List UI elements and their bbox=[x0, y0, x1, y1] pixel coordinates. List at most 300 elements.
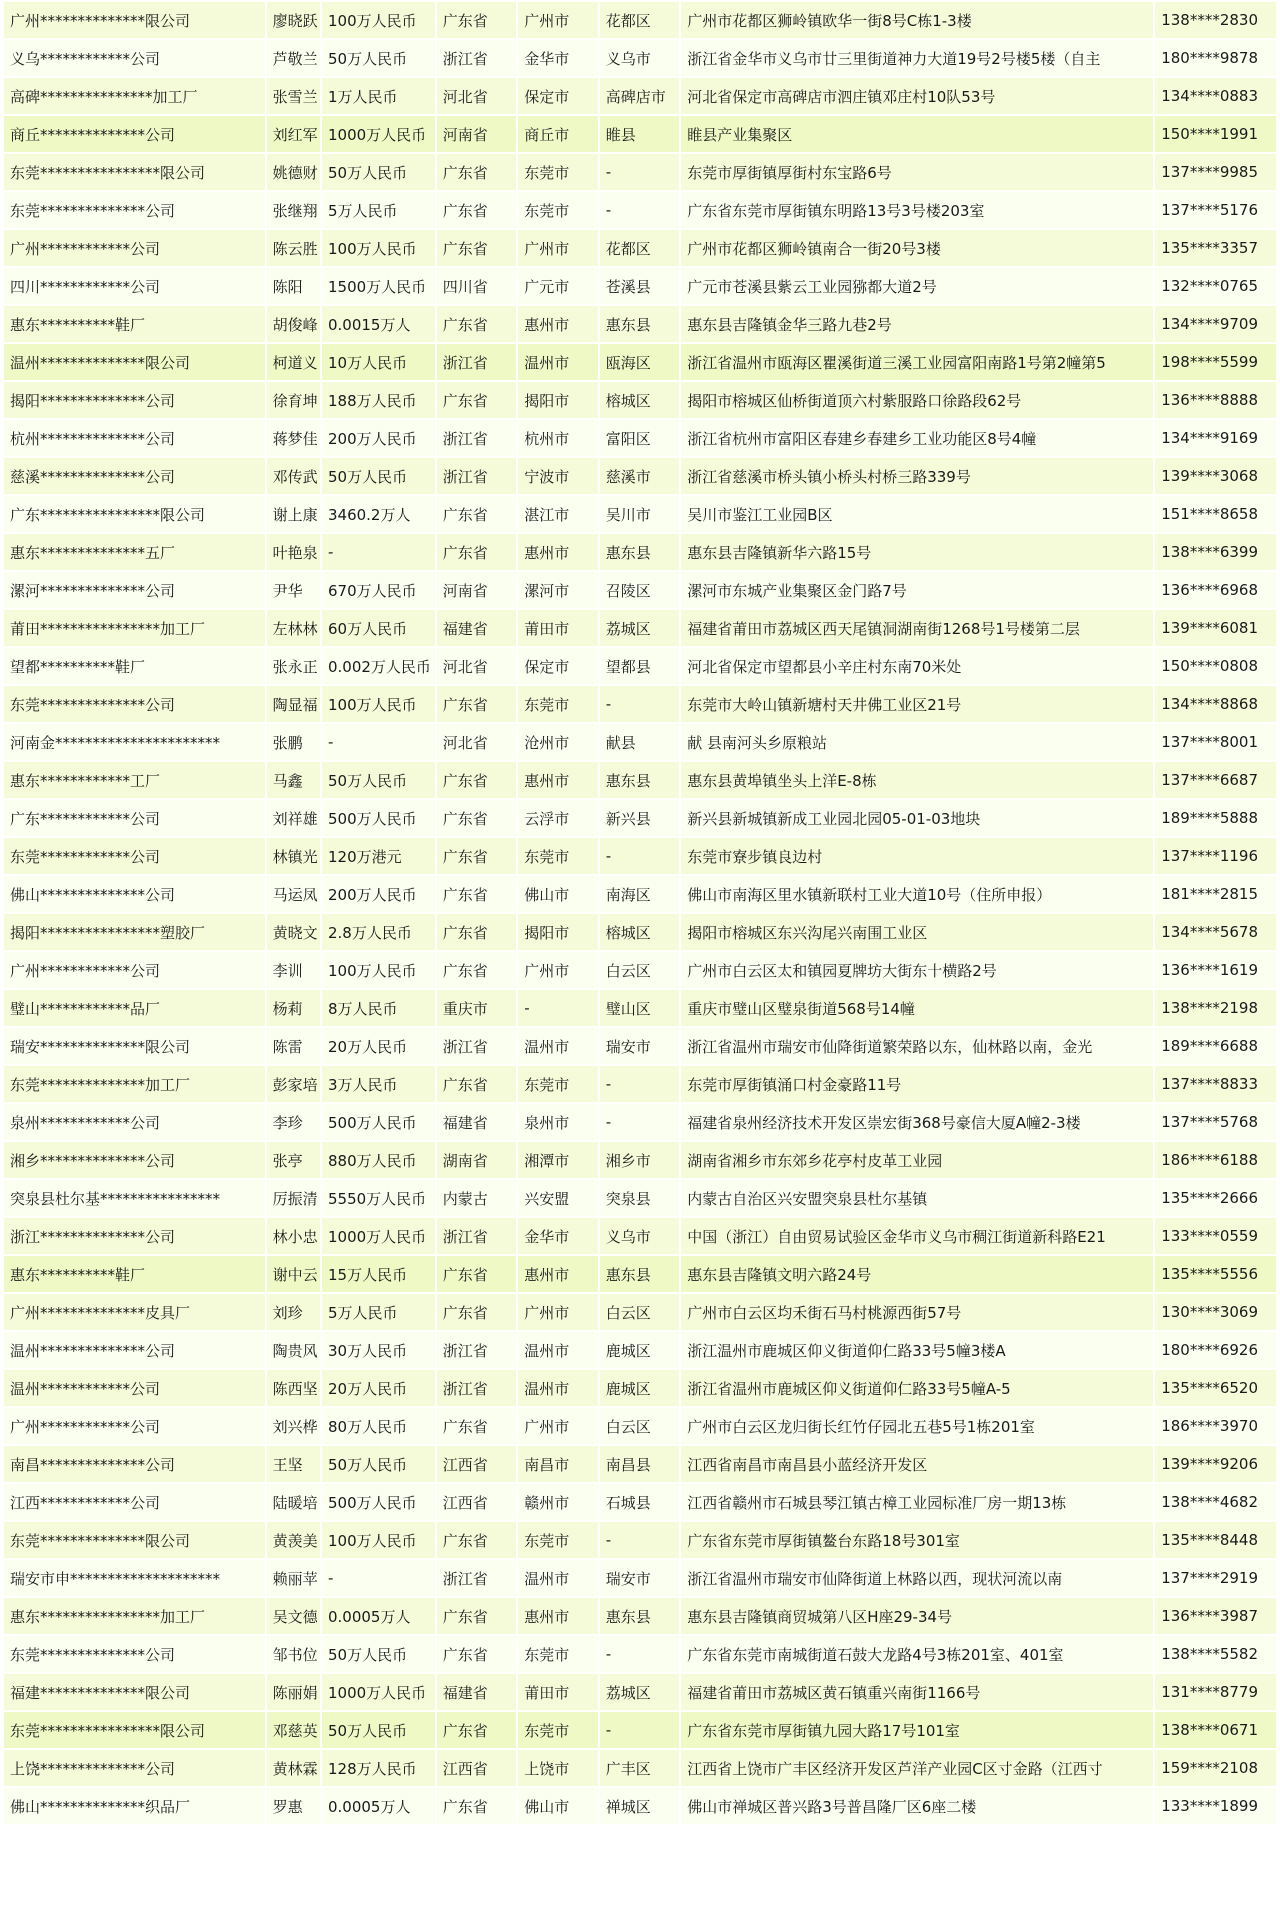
city-cell: 惠州市 bbox=[518, 1598, 598, 1634]
province-cell: 江西省 bbox=[437, 1750, 517, 1786]
district-cell: - bbox=[600, 154, 680, 190]
registered-capital-cell: 30万人民币 bbox=[322, 1332, 435, 1368]
registered-capital-cell: 5550万人民币 bbox=[322, 1180, 435, 1216]
registered-capital-cell: 100万人民币 bbox=[322, 2, 435, 38]
table-row bbox=[4, 686, 1276, 722]
table-row bbox=[4, 572, 1276, 608]
legal-person-cell: 刘红军 bbox=[267, 116, 320, 152]
city-cell: 杭州市 bbox=[518, 420, 598, 456]
phone-cell: 198****5599 bbox=[1155, 344, 1276, 380]
registered-capital-cell: 200万人民币 bbox=[322, 420, 435, 456]
address-cell: 东莞市寮步镇良边村 bbox=[681, 838, 1153, 874]
district-cell: 惠东县 bbox=[600, 1256, 680, 1292]
address-cell: 广东省东莞市厚街镇鳌台东路18号301室 bbox=[681, 1522, 1153, 1558]
phone-cell: 150****0808 bbox=[1155, 648, 1276, 684]
district-cell: 睢县 bbox=[600, 116, 680, 152]
company-name-cell: 河南金********************** bbox=[4, 724, 265, 760]
legal-person-cell: 廖晓跃 bbox=[267, 2, 320, 38]
address-cell: 广东省东莞市厚街镇东明路13号3号楼203室 bbox=[681, 192, 1153, 228]
city-cell: 广州市 bbox=[518, 1408, 598, 1444]
phone-cell: 137****8001 bbox=[1155, 724, 1276, 760]
phone-cell: 138****0671 bbox=[1155, 1712, 1276, 1748]
district-cell: 花都区 bbox=[600, 2, 680, 38]
phone-cell: 133****0559 bbox=[1155, 1218, 1276, 1254]
legal-person-cell: 陈云胜 bbox=[267, 230, 320, 266]
phone-cell: 137****9985 bbox=[1155, 154, 1276, 190]
legal-person-cell: 尹华 bbox=[267, 572, 320, 608]
phone-cell: 137****6687 bbox=[1155, 762, 1276, 798]
district-cell: 白云区 bbox=[600, 1408, 680, 1444]
legal-person-cell: 黄羡美 bbox=[267, 1522, 320, 1558]
phone-cell: 134****9169 bbox=[1155, 420, 1276, 456]
company-name-cell: 商丘**************公司 bbox=[4, 116, 265, 152]
district-cell: 高碑店市 bbox=[600, 78, 680, 114]
legal-person-cell: 刘兴桦 bbox=[267, 1408, 320, 1444]
phone-cell: 132****0765 bbox=[1155, 268, 1276, 304]
registered-capital-cell: 2.8万人民币 bbox=[322, 914, 435, 950]
table-row bbox=[4, 990, 1276, 1026]
province-cell: 浙江省 bbox=[437, 1560, 517, 1596]
registered-capital-cell: 50万人民币 bbox=[322, 40, 435, 76]
legal-person-cell: 陶贵风 bbox=[267, 1332, 320, 1368]
registered-capital-cell: 670万人民币 bbox=[322, 572, 435, 608]
legal-person-cell: 张永正 bbox=[267, 648, 320, 684]
registered-capital-cell: 5万人民币 bbox=[322, 1294, 435, 1330]
table-row bbox=[4, 1256, 1276, 1292]
phone-cell: 189****6688 bbox=[1155, 1028, 1276, 1064]
legal-person-cell: 林小忠 bbox=[267, 1218, 320, 1254]
address-cell: 东莞市厚街镇厚街村东宝路6号 bbox=[681, 154, 1153, 190]
district-cell: - bbox=[600, 192, 680, 228]
company-table bbox=[2, 0, 1278, 1826]
district-cell: 惠东县 bbox=[600, 534, 680, 570]
company-name-cell: 佛山**************公司 bbox=[4, 876, 265, 912]
company-name-cell: 高碑***************加工厂 bbox=[4, 78, 265, 114]
table-row bbox=[4, 78, 1276, 114]
district-cell: 苍溪县 bbox=[600, 268, 680, 304]
district-cell: 惠东县 bbox=[600, 762, 680, 798]
table-row bbox=[4, 1104, 1276, 1140]
city-cell: 金华市 bbox=[518, 40, 598, 76]
company-name-cell: 浙江**************公司 bbox=[4, 1218, 265, 1254]
address-cell: 福建省莆田市荔城区黄石镇重兴南街1166号 bbox=[681, 1674, 1153, 1710]
legal-person-cell: 邹书位 bbox=[267, 1636, 320, 1672]
city-cell: 广州市 bbox=[518, 952, 598, 988]
address-cell: 江西省上饶市广丰区经济开发区芦洋产业园C区寸金路（江西寸 bbox=[681, 1750, 1153, 1786]
district-cell: - bbox=[600, 1636, 680, 1672]
legal-person-cell: 张雪兰 bbox=[267, 78, 320, 114]
table-row bbox=[4, 1408, 1276, 1444]
address-cell: 浙江省温州市瑞安市仙降街道繁荣路以东，仙林路以南，金光 bbox=[681, 1028, 1153, 1064]
address-cell: 漯河市东城产业集聚区金门路7号 bbox=[681, 572, 1153, 608]
table-row bbox=[4, 382, 1276, 418]
table-row bbox=[4, 838, 1276, 874]
phone-cell: 134****8868 bbox=[1155, 686, 1276, 722]
company-name-cell: 湘乡**************公司 bbox=[4, 1142, 265, 1178]
registered-capital-cell: 500万人民币 bbox=[322, 1104, 435, 1140]
legal-person-cell: 罗惠 bbox=[267, 1788, 320, 1824]
phone-cell: 137****2919 bbox=[1155, 1560, 1276, 1596]
city-cell: 广州市 bbox=[518, 2, 598, 38]
company-name-cell: 揭阳****************塑胶厂 bbox=[4, 914, 265, 950]
phone-cell: 181****2815 bbox=[1155, 876, 1276, 912]
legal-person-cell: 刘祥雄 bbox=[267, 800, 320, 836]
province-cell: 广东省 bbox=[437, 762, 517, 798]
city-cell: 温州市 bbox=[518, 1332, 598, 1368]
company-name-cell: 温州**************限公司 bbox=[4, 344, 265, 380]
registered-capital-cell: 500万人民币 bbox=[322, 800, 435, 836]
legal-person-cell: 陈阳 bbox=[267, 268, 320, 304]
address-cell: 惠东县吉隆镇商贸城第八区H座29-34号 bbox=[681, 1598, 1153, 1634]
phone-cell: 134****0883 bbox=[1155, 78, 1276, 114]
company-name-cell: 江西************公司 bbox=[4, 1484, 265, 1520]
phone-cell: 180****9878 bbox=[1155, 40, 1276, 76]
province-cell: 广东省 bbox=[437, 952, 517, 988]
registered-capital-cell: - bbox=[322, 1560, 435, 1596]
district-cell: 召陵区 bbox=[600, 572, 680, 608]
district-cell: 新兴县 bbox=[600, 800, 680, 836]
city-cell: 东莞市 bbox=[518, 1066, 598, 1102]
city-cell: 惠州市 bbox=[518, 306, 598, 342]
registered-capital-cell: 100万人民币 bbox=[322, 1522, 435, 1558]
company-name-cell: 广州**************皮具厂 bbox=[4, 1294, 265, 1330]
company-name-cell: 望都**********鞋厂 bbox=[4, 648, 265, 684]
company-name-cell: 广东****************限公司 bbox=[4, 496, 265, 532]
district-cell: 南昌县 bbox=[600, 1446, 680, 1482]
province-cell: 广东省 bbox=[437, 496, 517, 532]
table-row bbox=[4, 1484, 1276, 1520]
city-cell: 南昌市 bbox=[518, 1446, 598, 1482]
address-cell: 广东省东莞市厚街镇九园大路17号101室 bbox=[681, 1712, 1153, 1748]
province-cell: 广东省 bbox=[437, 686, 517, 722]
table-row bbox=[4, 1560, 1276, 1596]
province-cell: 广东省 bbox=[437, 1712, 517, 1748]
district-cell: 吴川市 bbox=[600, 496, 680, 532]
registered-capital-cell: 20万人民币 bbox=[322, 1370, 435, 1406]
city-cell: 惠州市 bbox=[518, 1256, 598, 1292]
phone-cell: 151****8658 bbox=[1155, 496, 1276, 532]
registered-capital-cell: 1000万人民币 bbox=[322, 116, 435, 152]
table-row bbox=[4, 800, 1276, 836]
phone-cell: 137****5768 bbox=[1155, 1104, 1276, 1140]
table-row bbox=[4, 2, 1276, 38]
phone-cell: 136****3987 bbox=[1155, 1598, 1276, 1634]
legal-person-cell: 李训 bbox=[267, 952, 320, 988]
table-row bbox=[4, 420, 1276, 456]
district-cell: 鹿城区 bbox=[600, 1332, 680, 1368]
city-cell: 温州市 bbox=[518, 1028, 598, 1064]
address-cell: 佛山市南海区里水镇新联村工业大道10号（住所申报） bbox=[681, 876, 1153, 912]
table-row bbox=[4, 1066, 1276, 1102]
city-cell: 温州市 bbox=[518, 1370, 598, 1406]
address-cell: 浙江省金华市义乌市廿三里街道神力大道19号2号楼5楼（自主 bbox=[681, 40, 1153, 76]
address-cell: 浙江省温州市鹿城区仰义街道仰仁路33号5幢A-5 bbox=[681, 1370, 1153, 1406]
province-cell: 广东省 bbox=[437, 1788, 517, 1824]
city-cell: 东莞市 bbox=[518, 154, 598, 190]
province-cell: 福建省 bbox=[437, 1104, 517, 1140]
legal-person-cell: 姚德财 bbox=[267, 154, 320, 190]
legal-person-cell: 胡俊峰 bbox=[267, 306, 320, 342]
address-cell: 揭阳市榕城区东兴沟尾兴南围工业区 bbox=[681, 914, 1153, 950]
address-cell: 浙江省温州市瓯海区瞿溪街道三溪工业园富阳南路1号第2幢第5 bbox=[681, 344, 1153, 380]
registered-capital-cell: 1500万人民币 bbox=[322, 268, 435, 304]
company-name-cell: 揭阳**************公司 bbox=[4, 382, 265, 418]
province-cell: 广东省 bbox=[437, 2, 517, 38]
legal-person-cell: 赖丽苹 bbox=[267, 1560, 320, 1596]
city-cell: 东莞市 bbox=[518, 1636, 598, 1672]
city-cell: 保定市 bbox=[518, 648, 598, 684]
table-row bbox=[4, 496, 1276, 532]
registered-capital-cell: 100万人民币 bbox=[322, 686, 435, 722]
phone-cell: 131****8779 bbox=[1155, 1674, 1276, 1710]
table-row bbox=[4, 1370, 1276, 1406]
table-row bbox=[4, 458, 1276, 494]
phone-cell: 134****9709 bbox=[1155, 306, 1276, 342]
company-name-cell: 突泉县杜尔基**************** bbox=[4, 1180, 265, 1216]
registered-capital-cell: 50万人民币 bbox=[322, 1712, 435, 1748]
address-cell: 广州市白云区龙归街长红竹仔园北五巷5号1栋201室 bbox=[681, 1408, 1153, 1444]
legal-person-cell: 邓传武 bbox=[267, 458, 320, 494]
city-cell: 沧州市 bbox=[518, 724, 598, 760]
phone-cell: 130****3069 bbox=[1155, 1294, 1276, 1330]
province-cell: 浙江省 bbox=[437, 420, 517, 456]
company-name-cell: 惠东**************五厂 bbox=[4, 534, 265, 570]
phone-cell: 186****3970 bbox=[1155, 1408, 1276, 1444]
address-cell: 江西省南昌市南昌县小蓝经济开发区 bbox=[681, 1446, 1153, 1482]
table-row bbox=[4, 1028, 1276, 1064]
table-row bbox=[4, 952, 1276, 988]
district-cell: 义乌市 bbox=[600, 1218, 680, 1254]
legal-person-cell: 黄晓文 bbox=[267, 914, 320, 950]
legal-person-cell: 张继翔 bbox=[267, 192, 320, 228]
legal-person-cell: 杨莉 bbox=[267, 990, 320, 1026]
company-name-cell: 惠东************工厂 bbox=[4, 762, 265, 798]
table-row bbox=[4, 534, 1276, 570]
address-cell: 江西省赣州市石城县琴江镇古樟工业园标准厂房一期13栋 bbox=[681, 1484, 1153, 1520]
registered-capital-cell: 500万人民币 bbox=[322, 1484, 435, 1520]
legal-person-cell: 叶艳泉 bbox=[267, 534, 320, 570]
province-cell: 广东省 bbox=[437, 306, 517, 342]
address-cell: 惠东县黄埠镇坐头上洋E-8栋 bbox=[681, 762, 1153, 798]
legal-person-cell: 谢中云 bbox=[267, 1256, 320, 1292]
registered-capital-cell: 3460.2万人 bbox=[322, 496, 435, 532]
district-cell: 广丰区 bbox=[600, 1750, 680, 1786]
legal-person-cell: 彭家培 bbox=[267, 1066, 320, 1102]
registered-capital-cell: 3万人民币 bbox=[322, 1066, 435, 1102]
company-name-cell: 四川************公司 bbox=[4, 268, 265, 304]
phone-cell: 137****1196 bbox=[1155, 838, 1276, 874]
table-row bbox=[4, 1446, 1276, 1482]
district-cell: 鹿城区 bbox=[600, 1370, 680, 1406]
province-cell: 广东省 bbox=[437, 1294, 517, 1330]
province-cell: 广东省 bbox=[437, 838, 517, 874]
registered-capital-cell: 1000万人民币 bbox=[322, 1218, 435, 1254]
city-cell: 揭阳市 bbox=[518, 914, 598, 950]
company-name-cell: 东莞****************限公司 bbox=[4, 154, 265, 190]
city-cell: 温州市 bbox=[518, 1560, 598, 1596]
company-name-cell: 莆田****************加工厂 bbox=[4, 610, 265, 646]
address-cell: 重庆市璧山区璧泉街道568号14幢 bbox=[681, 990, 1153, 1026]
province-cell: 浙江省 bbox=[437, 1028, 517, 1064]
phone-cell: 135****5556 bbox=[1155, 1256, 1276, 1292]
district-cell: 璧山区 bbox=[600, 990, 680, 1026]
district-cell: - bbox=[600, 1522, 680, 1558]
phone-cell: 139****6081 bbox=[1155, 610, 1276, 646]
district-cell: 望都县 bbox=[600, 648, 680, 684]
province-cell: 浙江省 bbox=[437, 1218, 517, 1254]
registered-capital-cell: 1000万人民币 bbox=[322, 1674, 435, 1710]
province-cell: 浙江省 bbox=[437, 1370, 517, 1406]
company-name-cell: 东莞**************公司 bbox=[4, 686, 265, 722]
table-row bbox=[4, 1598, 1276, 1634]
address-cell: 浙江省杭州市富阳区春建乡春建乡工业功能区8号4幢 bbox=[681, 420, 1153, 456]
province-cell: 江西省 bbox=[437, 1484, 517, 1520]
registered-capital-cell: 50万人民币 bbox=[322, 762, 435, 798]
table-row bbox=[4, 116, 1276, 152]
registered-capital-cell: 200万人民币 bbox=[322, 876, 435, 912]
phone-cell: 136****1619 bbox=[1155, 952, 1276, 988]
district-cell: 突泉县 bbox=[600, 1180, 680, 1216]
province-cell: 广东省 bbox=[437, 534, 517, 570]
legal-person-cell: 吴文德 bbox=[267, 1598, 320, 1634]
city-cell: 温州市 bbox=[518, 344, 598, 380]
district-cell: - bbox=[600, 1066, 680, 1102]
address-cell: 广元市苍溪县紫云工业园猕都大道2号 bbox=[681, 268, 1153, 304]
company-name-cell: 温州**************公司 bbox=[4, 1332, 265, 1368]
district-cell: 荔城区 bbox=[600, 1674, 680, 1710]
registered-capital-cell: 15万人民币 bbox=[322, 1256, 435, 1292]
address-cell: 献 县南河头乡原粮站 bbox=[681, 724, 1153, 760]
district-cell: 榕城区 bbox=[600, 914, 680, 950]
address-cell: 福建省莆田市荔城区西天尾镇洞湖南街1268号1号楼第二层 bbox=[681, 610, 1153, 646]
address-cell: 河北省保定市望都县小辛庄村东南70米处 bbox=[681, 648, 1153, 684]
district-cell: 献县 bbox=[600, 724, 680, 760]
province-cell: 河北省 bbox=[437, 78, 517, 114]
city-cell: 广州市 bbox=[518, 1294, 598, 1330]
company-name-cell: 广州**************限公司 bbox=[4, 2, 265, 38]
phone-cell: 138****5582 bbox=[1155, 1636, 1276, 1672]
registered-capital-cell: 10万人民币 bbox=[322, 344, 435, 380]
registered-capital-cell: 880万人民币 bbox=[322, 1142, 435, 1178]
city-cell: 上饶市 bbox=[518, 1750, 598, 1786]
phone-cell: 138****6399 bbox=[1155, 534, 1276, 570]
legal-person-cell: 李珍 bbox=[267, 1104, 320, 1140]
province-cell: 广东省 bbox=[437, 154, 517, 190]
registered-capital-cell: 120万港元 bbox=[322, 838, 435, 874]
company-name-cell: 东莞**************公司 bbox=[4, 192, 265, 228]
address-cell: 湖南省湘乡市东郊乡花亭村皮革工业园 bbox=[681, 1142, 1153, 1178]
company-name-cell: 璧山************品厂 bbox=[4, 990, 265, 1026]
company-name-cell: 杭州**************公司 bbox=[4, 420, 265, 456]
registered-capital-cell: 100万人民币 bbox=[322, 230, 435, 266]
city-cell: 赣州市 bbox=[518, 1484, 598, 1520]
district-cell: 瓯海区 bbox=[600, 344, 680, 380]
table-row bbox=[4, 762, 1276, 798]
company-name-cell: 漯河**************公司 bbox=[4, 572, 265, 608]
legal-person-cell: 刘珍 bbox=[267, 1294, 320, 1330]
district-cell: 湘乡市 bbox=[600, 1142, 680, 1178]
district-cell: - bbox=[600, 686, 680, 722]
district-cell: - bbox=[600, 838, 680, 874]
table-row bbox=[4, 1142, 1276, 1178]
table-row bbox=[4, 230, 1276, 266]
table-row bbox=[4, 306, 1276, 342]
legal-person-cell: 陈西坚 bbox=[267, 1370, 320, 1406]
table-row bbox=[4, 268, 1276, 304]
registered-capital-cell: 5万人民币 bbox=[322, 192, 435, 228]
address-cell: 广东省东莞市南城街道石鼓大龙路4号3栋201室、401室 bbox=[681, 1636, 1153, 1672]
phone-cell: 150****1991 bbox=[1155, 116, 1276, 152]
table-row bbox=[4, 344, 1276, 380]
province-cell: 湖南省 bbox=[437, 1142, 517, 1178]
phone-cell: 186****6188 bbox=[1155, 1142, 1276, 1178]
province-cell: 浙江省 bbox=[437, 1332, 517, 1368]
province-cell: 广东省 bbox=[437, 1522, 517, 1558]
address-cell: 广州市花都区狮岭镇南合一街20号3楼 bbox=[681, 230, 1153, 266]
company-name-cell: 广州************公司 bbox=[4, 1408, 265, 1444]
legal-person-cell: 芦敬兰 bbox=[267, 40, 320, 76]
province-cell: 河南省 bbox=[437, 572, 517, 608]
registered-capital-cell: 20万人民币 bbox=[322, 1028, 435, 1064]
city-cell: 莆田市 bbox=[518, 1674, 598, 1710]
province-cell: 浙江省 bbox=[437, 40, 517, 76]
district-cell: - bbox=[600, 1104, 680, 1140]
city-cell: 保定市 bbox=[518, 78, 598, 114]
phone-cell: 138****2830 bbox=[1155, 2, 1276, 38]
legal-person-cell: 蒋梦佳 bbox=[267, 420, 320, 456]
district-cell: 榕城区 bbox=[600, 382, 680, 418]
province-cell: 广东省 bbox=[437, 192, 517, 228]
province-cell: 重庆市 bbox=[437, 990, 517, 1026]
company-name-cell: 福建**************限公司 bbox=[4, 1674, 265, 1710]
phone-cell: 137****8833 bbox=[1155, 1066, 1276, 1102]
address-cell: 浙江省慈溪市桥头镇小桥头村桥三路339号 bbox=[681, 458, 1153, 494]
district-cell: 惠东县 bbox=[600, 1598, 680, 1634]
table-row bbox=[4, 648, 1276, 684]
phone-cell: 136****6968 bbox=[1155, 572, 1276, 608]
table-row bbox=[4, 914, 1276, 950]
province-cell: 福建省 bbox=[437, 610, 517, 646]
registered-capital-cell: 128万人民币 bbox=[322, 1750, 435, 1786]
company-name-cell: 东莞****************限公司 bbox=[4, 1712, 265, 1748]
legal-person-cell: 陈雷 bbox=[267, 1028, 320, 1064]
phone-cell: 138****4682 bbox=[1155, 1484, 1276, 1520]
company-rows bbox=[4, 2, 1276, 1824]
company-name-cell: 东莞**************公司 bbox=[4, 1636, 265, 1672]
city-cell: - bbox=[518, 990, 598, 1026]
legal-person-cell: 林镇光 bbox=[267, 838, 320, 874]
district-cell: 瑞安市 bbox=[600, 1028, 680, 1064]
province-cell: 河北省 bbox=[437, 724, 517, 760]
registered-capital-cell: 0.0005万人 bbox=[322, 1598, 435, 1634]
phone-cell: 135****2666 bbox=[1155, 1180, 1276, 1216]
table-row bbox=[4, 1636, 1276, 1672]
legal-person-cell: 张亭 bbox=[267, 1142, 320, 1178]
address-cell: 广州市花都区狮岭镇欧华一街8号C栋1-3楼 bbox=[681, 2, 1153, 38]
company-name-cell: 上饶**************公司 bbox=[4, 1750, 265, 1786]
phone-cell: 138****2198 bbox=[1155, 990, 1276, 1026]
legal-person-cell: 黄林霖 bbox=[267, 1750, 320, 1786]
legal-person-cell: 邓慈英 bbox=[267, 1712, 320, 1748]
phone-cell: 133****1899 bbox=[1155, 1788, 1276, 1824]
city-cell: 兴安盟 bbox=[518, 1180, 598, 1216]
registered-capital-cell: 0.0005万人 bbox=[322, 1788, 435, 1824]
province-cell: 浙江省 bbox=[437, 344, 517, 380]
company-name-cell: 泉州************公司 bbox=[4, 1104, 265, 1140]
table-row bbox=[4, 610, 1276, 646]
company-name-cell: 东莞************公司 bbox=[4, 838, 265, 874]
province-cell: 广东省 bbox=[437, 1256, 517, 1292]
